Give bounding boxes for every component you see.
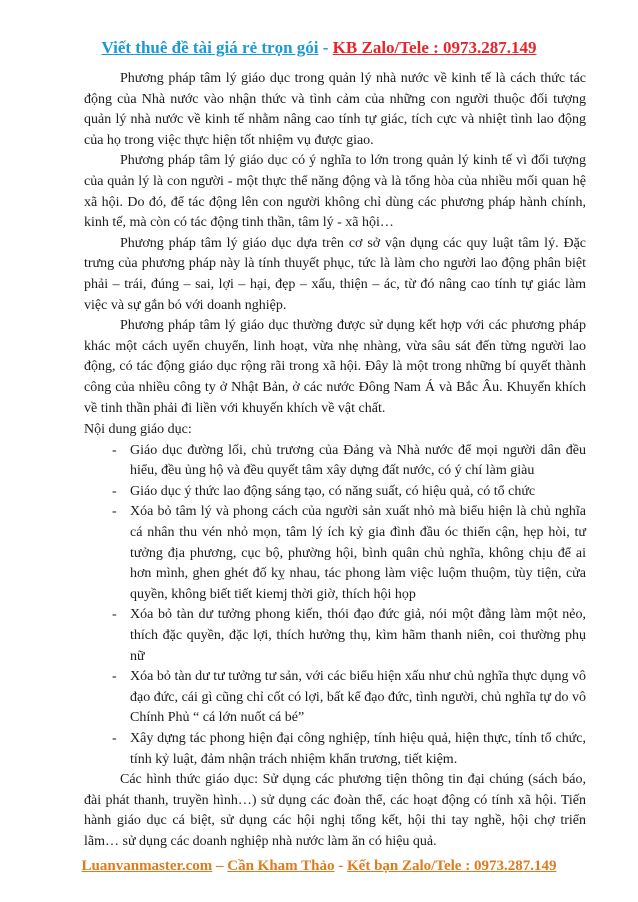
bullet-dash: -	[112, 607, 117, 623]
bullet-dash: -	[112, 731, 117, 746]
page-header	[0, 38, 638, 58]
list-item-text: Xóa bỏ tàn dư tư tưởng tư sản, với các biểu hiện xấu như chủ nghĩa thực dụng vô đạo đức, cái gì cũng chỉ cốt có lợi, bất kể đạo đức, tình người, chủ nghĩa tự do vô Chính Phủ “ cá lớn nuốt cá bé”	[130, 669, 586, 726]
bullet-dash: -	[112, 669, 117, 685]
list-item-text: Xóa bỏ tàn dư tưởng phong kiến, thói đạo đức giả, nói một đằng làm một nẻo, thích đặc quyền, đặc lợi, thích hưởng thụ, kìm hãm thanh niên, coi thường phụ nữ	[130, 607, 586, 664]
footer-contact-link[interactable]: Kết bạn Zalo/Tele : 0973.287.149	[347, 858, 557, 874]
paragraph: Phương pháp tâm lý giáo dục trong quản lý nhà nước về kinh tế là cách thức tác động của Nhà nước vào nhận thức và tình cảm của những con người thuộc đối tượng quản lý nhà nước về kinh tế nhằm nâng cao tính tự giác, tích cực và nhiệt tình lao động của họ trong việc thực hiện tốt nhiệm vụ được giao.	[84, 71, 586, 148]
footer-separator: –	[212, 858, 228, 874]
list-item-text: Giáo dục đường lối, chủ trương của Đảng và Nhà nước để mọi người dân đều hiểu, đều ủng hộ và đều quyết tâm xây dựng đất nước, có ý chí làm giàu	[130, 442, 586, 479]
bullet-dash: -	[112, 504, 117, 520]
closing-paragraph: Các hình thức giáo dục: Sử dụng các phương tiện thông tin đại chúng (sách báo, đài phát thanh, truyền hình…) sử dụng các đoàn thể, các hoạt động có tính xã hội. Tiến hành giáo dục cá biệt, sử dụng các hội nghị tổng kết, hội thi tay nghề, hội chợ triển lãm… sử dụng các doanh nghiệp nhà nước làm ăn có hiệu quả.	[84, 772, 586, 849]
list-item	[84, 667, 586, 729]
bullet-dash: -	[112, 442, 117, 458]
list-item	[84, 729, 586, 770]
header-separator: -	[318, 38, 333, 57]
list-item	[84, 605, 586, 667]
footer-site-link[interactable]: Luanvanmaster.com	[81, 858, 213, 874]
list-item	[84, 502, 586, 605]
footer-name-link[interactable]: Cần Kham Thảo	[227, 858, 335, 874]
list-item	[84, 441, 586, 482]
paragraph: Phương pháp tâm lý giáo dục dựa trên cơ sở vận dụng các quy luật tâm lý. Đặc trưng của phương pháp này là tính thuyết phục, tức là làm cho người lao động phân biệt phải – trái, đúng – sai, lợi – hại, đẹp – xấu, thiện – ác, từ đó nâng cao tính tự giác làm việc và sự gắn bó với doanh nghiệp.	[84, 235, 586, 313]
document-body	[84, 69, 586, 853]
content-heading: Nội dung giáo dục:	[84, 422, 192, 438]
list-item-text: Xây dựng tác phong hiện đại công nghiệp, tính hiệu quả, hiện thực, tính tổ chức, tính kỷ luật, đảm nhận trách nhiệm khẩn trương, tiết kiệm.	[130, 731, 586, 767]
header-promo-link[interactable]: Viết thuê đề tài giá rẻ trọn gói	[101, 38, 319, 57]
bullet-list	[84, 441, 586, 771]
paragraph: Phương pháp tâm lý giáo dục có ý nghĩa to lớn trong quản lý kinh tế vì đối tượng của quản lý là con người - một thực thể năng động và là tổng hòa của nhiều mối quan hệ xã hội. Do đó, để tác động lên con người không chỉ dùng các phương pháp hành chính, kinh tế, mà còn có tác động tinh thần, tâm lý - xã hội…	[84, 153, 586, 231]
list-item	[84, 482, 586, 503]
header-contact-link[interactable]: KB Zalo/Tele : 0973.287.149	[332, 38, 537, 57]
list-item-text: Giáo dục ý thức lao động sáng tạo, có năng suất, có hiệu quả, có tổ chức	[130, 483, 536, 499]
paragraph: Phương pháp tâm lý giáo dục thường được sử dụng kết hợp với các phương pháp khác một cách uyển chuyển, linh hoạt, vừa nhẹ nhàng, vừa sâu sát đến từng người lao động, có tác động giáo dục rộng rãi trong xã hội. Đây là một trong những bí quyết thành công của nhiều công ty ở Nhật Bản, ở các nước Đông Nam Á và Bắc Âu. Khuyến khích về tinh thần phải đi liền với khuyến khích về vật chất.	[84, 318, 586, 416]
list-item-text: Xóa bỏ tâm lý và phong cách của người sản xuất nhỏ mà biểu hiện là chủ nghĩa cá nhân thu vén nhỏ mọn, tâm lý ích kỷ gia đình đầu óc thiển cận, hẹp hòi, tư tưởng địa phương, cục bộ, phường hội, bình quân chủ nghĩa, không chịu để ai hơn mình, ghen ghét đố kỵ nhau, tác phong làm việc luộm thuộm, tùy tiện, cửa quyền, không biết tiết kiemj thời giờ, thích hội họp	[130, 504, 586, 602]
footer-separator: -	[334, 858, 347, 874]
bullet-dash: -	[112, 483, 117, 499]
page-footer	[0, 857, 638, 875]
